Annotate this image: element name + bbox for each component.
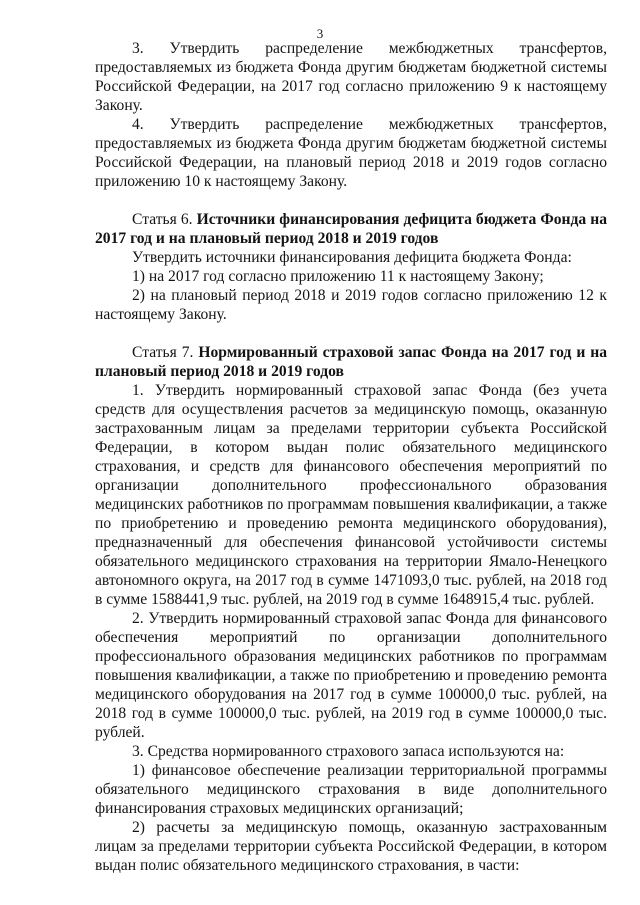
- paragraph-sources-intro: Утвердить источники финансирования дефицита бюджета Фонда:: [132, 249, 572, 266]
- article-7-prefix: Статья 7.: [132, 344, 199, 361]
- paragraph-reserve-3-2: 2) расчеты за медицинскую помощь, оказанную застрахованным лицам за пределами территории субъекта Российской Федерации, в котором выдан полис обязательного медицинского страхования, в части:: [95, 819, 607, 874]
- spacer: [95, 324, 607, 343]
- paragraph-reserve-3: 3. Средства нормированного страхового запаса используются на:: [132, 743, 565, 760]
- paragraph-sources-1: 1) на 2017 год согласно приложению 11 к настоящему Закону;: [132, 268, 544, 285]
- article-6-title: Источники финансирования дефицита бюджета Фонда на 2017 год и на плановый период 2018 и 2019 годов: [95, 211, 608, 247]
- page-number: 3: [316, 26, 324, 41]
- paragraph-reserve-2: 2. Утвердить нормированный страховой запас Фонда для финансового обеспечения мероприятий по организации дополнительного профессионального образования медицинских работников по программам повышения квалификации, а также по приобретению и проведению ремонта медицинского оборудования на 2017 год в сумме 100000,0 тыс. рублей, на 2018 год в сумме 100000,0 тыс. рублей, на 2019 год в сумме 100000,0 тыс. рублей.: [95, 610, 607, 741]
- article-6-prefix: Статья 6.: [132, 211, 197, 228]
- article-7-title: Нормированный страховой запас Фонда на 2017 год и на плановый период 2018 и 2019 годов: [95, 344, 607, 380]
- article-7-heading: [95, 343, 607, 381]
- paragraph-item-4: 4. Утвердить распределение межбюджетных трансфертов, предоставляемых из бюджета Фонда другим бюджетам бюджетной системы Российской Федерации, на плановый период 2018 и 2019 годов согласно приложению 10 к настоящему Закону.: [95, 116, 607, 190]
- paragraph-reserve-1: 1. Утвердить нормированный страховой запас Фонда (без учета средств для осуществления расчетов за медицинскую помощь, оказанную застрахованным лицам за пределами территории субъекта Российской Федерации, в котором выдан полис обязательного медицинского страхования, и средств для финансового обеспечения мероприятий по организации дополнительного профессионального образования медицинских работников по программам повышения квалификации, а также по приобретению и проведению ремонта медицинского оборудования), предназначенный для обеспечения финансовой устойчивости системы обязательного медицинского страхования на территории Ямало-Ненецкого автономного округа, на 2017 год в сумме 1471093,0 тыс. рублей, на 2018 год в сумме 1588441,9 тыс. рублей, на 2019 год в сумме 1648915,4 тыс. рублей.: [95, 382, 607, 608]
- paragraph-sources-2: 2) на плановый период 2018 и 2019 годов согласно приложению 12 к настоящему Закону.: [95, 287, 607, 323]
- document-body: [95, 39, 607, 875]
- paragraph-reserve-3-1: 1) финансовое обеспечение реализации территориальной программы обязательного медицинского страхования в виде дополнительного финансирования страховых медицинских организаций;: [95, 762, 607, 817]
- spacer: [95, 191, 607, 210]
- paragraph-item-3: 3. Утвердить распределение межбюджетных трансфертов, предоставляемых из бюджета Фонда другим бюджетам бюджетной системы Российской Федерации, на 2017 год согласно приложению 9 к настоящему Закону.: [95, 40, 607, 114]
- article-6-heading: [95, 210, 607, 248]
